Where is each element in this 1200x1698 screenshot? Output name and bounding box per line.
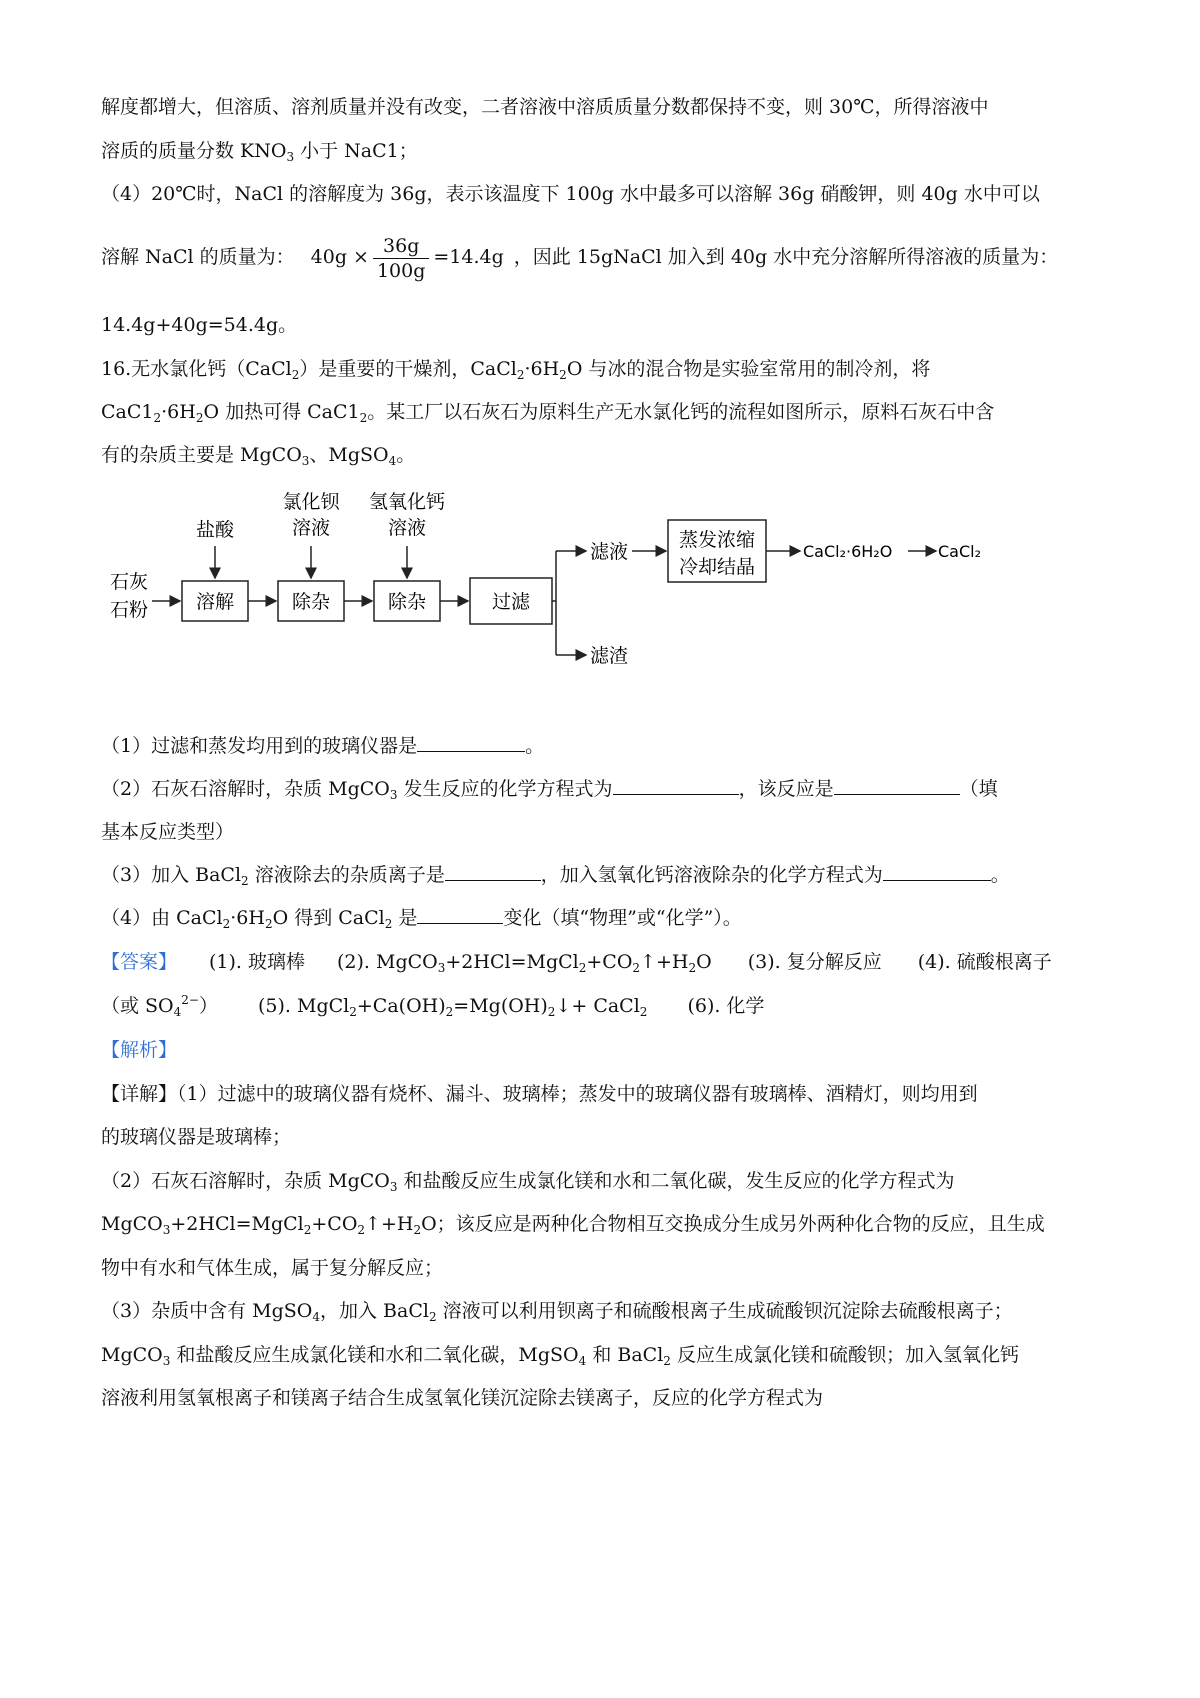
answer-blank xyxy=(613,776,739,795)
analysis-line: 溶液利用氢氧根离子和镁离子结合生成氢氧化镁沉淀除去镁离子，反应的化学方程式为 xyxy=(101,1387,824,1409)
text-line: 溶质的质量分数 $KNO_3$ 小于 NaC1； xyxy=(101,140,418,164)
analysis-line: （3）杂质中含有 MgSO$_4$，加入 BaCl$_2$ 溶液可以利用钡离子和硫酸根离子生成硫酸钡沉淀除去硫酸根离子； xyxy=(101,1300,1013,1324)
reagent-label: 氢氧化钙 xyxy=(368,491,446,513)
reagent-label: 氯化钡 xyxy=(282,491,340,513)
reagent-label: 溶液 xyxy=(387,517,427,539)
reagent-label: 溶液 xyxy=(291,517,331,539)
answer-blank xyxy=(445,862,541,881)
step-label: 冷却结晶 xyxy=(678,556,756,578)
product-anhydrous-label: CaCl₂ xyxy=(938,542,982,561)
start-material-label: 石粉 xyxy=(110,599,149,621)
subquestion-4: （4）由 $CaCl_2\cdot 6H_2O$ 得到 CaCl$_2$ 是 变化（填“物理”或“化学”）。 xyxy=(101,907,742,931)
subquestion-2-cont: 基本反应类型） xyxy=(101,821,235,843)
analysis-line: $MgCO_3+2HCl=MgCl_2+CO_2↑+H_2O$；该反应是两种化合物相互交换成分生成另外两种化合物的反应，且生成 xyxy=(101,1213,1045,1237)
step-label: 过滤 xyxy=(491,591,531,613)
analysis-line: 【详解】（1）过滤中的玻璃仪器有烧杯、漏斗、玻璃棒；蒸发中的玻璃仪器有玻璃棒、酒精灯，则均用到 xyxy=(101,1083,978,1105)
subquestion-1: （1）过滤和蒸发均用到的玻璃仪器是 。 xyxy=(101,735,545,757)
answer-blank xyxy=(834,776,960,795)
step-label: 除杂 xyxy=(291,591,331,613)
subquestion-2: （2）石灰石溶解时，杂质 MgCO$_3$ 发生反应的化学方程式为 ，该反应是 （填 xyxy=(101,778,998,802)
answer-tag: 【答案】 xyxy=(101,951,178,973)
step-label: 除杂 xyxy=(387,591,427,613)
text-line: （4）20℃时，NaCl 的溶解度为 36g，表示该温度下 100g 水中最多可以溶解 36g 硝酸钾，则 40g 水中可以 xyxy=(101,183,1040,205)
answer-blank xyxy=(883,862,991,881)
question-16-line: 16.无水氯化钙（CaCl$_2$）是重要的干燥剂，$CaCl_2\cdot 6H_2O$ 与冰的混合物是实验室常用的制冷剂，将 xyxy=(101,358,931,382)
reagent-label: 盐酸 xyxy=(195,519,235,541)
analysis-heading: 【解析】 xyxy=(101,1039,178,1061)
text-line: 解度都增大，但溶质、溶剂质量并没有改变，二者溶液中溶质质量分数都保持不变，则 30℃，所得溶液中 xyxy=(101,96,989,118)
text-line-fraction: 溶解 NaCl 的质量为： 40g × $\frac{36g}{100g}$ =14.4g ，因此 15gNaCl 加入到 40g 水中充分溶解所得溶液的质量为： xyxy=(101,234,1059,282)
question-16-line: 有的杂质主要是 MgCO$_3$、MgSO$_4$。 xyxy=(101,444,416,468)
analysis-line: （2）石灰石溶解时，杂质 MgCO$_3$ 和盐酸反应生成氯化镁和水和二氧化碳，发生反应的化学方程式为 xyxy=(101,1170,955,1194)
fraction: $\frac{36g}{100g}$ xyxy=(373,234,429,283)
residue-label: 滤渣 xyxy=(590,645,629,667)
answer-line: 【答案】 (1). 玻璃棒 (2). $MgCO_3+2HCl=MgCl_2+CO_2↑+H_2O$ (3). 复分解反应 (4). 硫酸根离子 xyxy=(101,951,1052,975)
start-material-label: 石灰 xyxy=(110,571,149,593)
subquestion-3: （3）加入 BaCl$_2$ 溶液除去的杂质离子是 ，加入氢氧化钙溶液除杂的化学方程式为 。 xyxy=(101,864,1010,888)
analysis-line: 的玻璃仪器是玻璃棒； xyxy=(101,1126,292,1148)
step-label: 溶解 xyxy=(195,591,235,613)
answer-blank xyxy=(417,905,503,924)
analysis-line: MgCO$_3$ 和盐酸反应生成氯化镁和水和二氧化碳，MgSO$_4$ 和 BaCl$_2$ 反应生成氯化镁和硫酸钡；加入氢氧化钙 xyxy=(101,1344,1019,1368)
process-flow-diagram xyxy=(100,488,1000,688)
product-hydrate-label: CaCl₂·6H₂O xyxy=(803,542,893,561)
question-16-line: $CaC1_2\cdot 6H_2O$ 加热可得 $CaC1_2$。某工厂以石灰石为原料生产无水氯化钙的流程如图所示，原料石灰石中含 xyxy=(101,401,995,425)
filtrate-label: 滤液 xyxy=(590,541,629,563)
answer-line: （或 $SO_4^{2-}$） (5). $MgCl_2+Ca(OH)_2=Mg(OH)_2↓+$ CaCl$_2$ (6). 化学 xyxy=(101,993,765,1019)
text-line: 14.4g+40g=54.4g。 xyxy=(101,314,298,336)
step-label: 蒸发浓缩 xyxy=(678,529,756,551)
analysis-line: 物中有水和气体生成，属于复分解反应； xyxy=(101,1257,444,1279)
answer-blank xyxy=(417,733,525,752)
